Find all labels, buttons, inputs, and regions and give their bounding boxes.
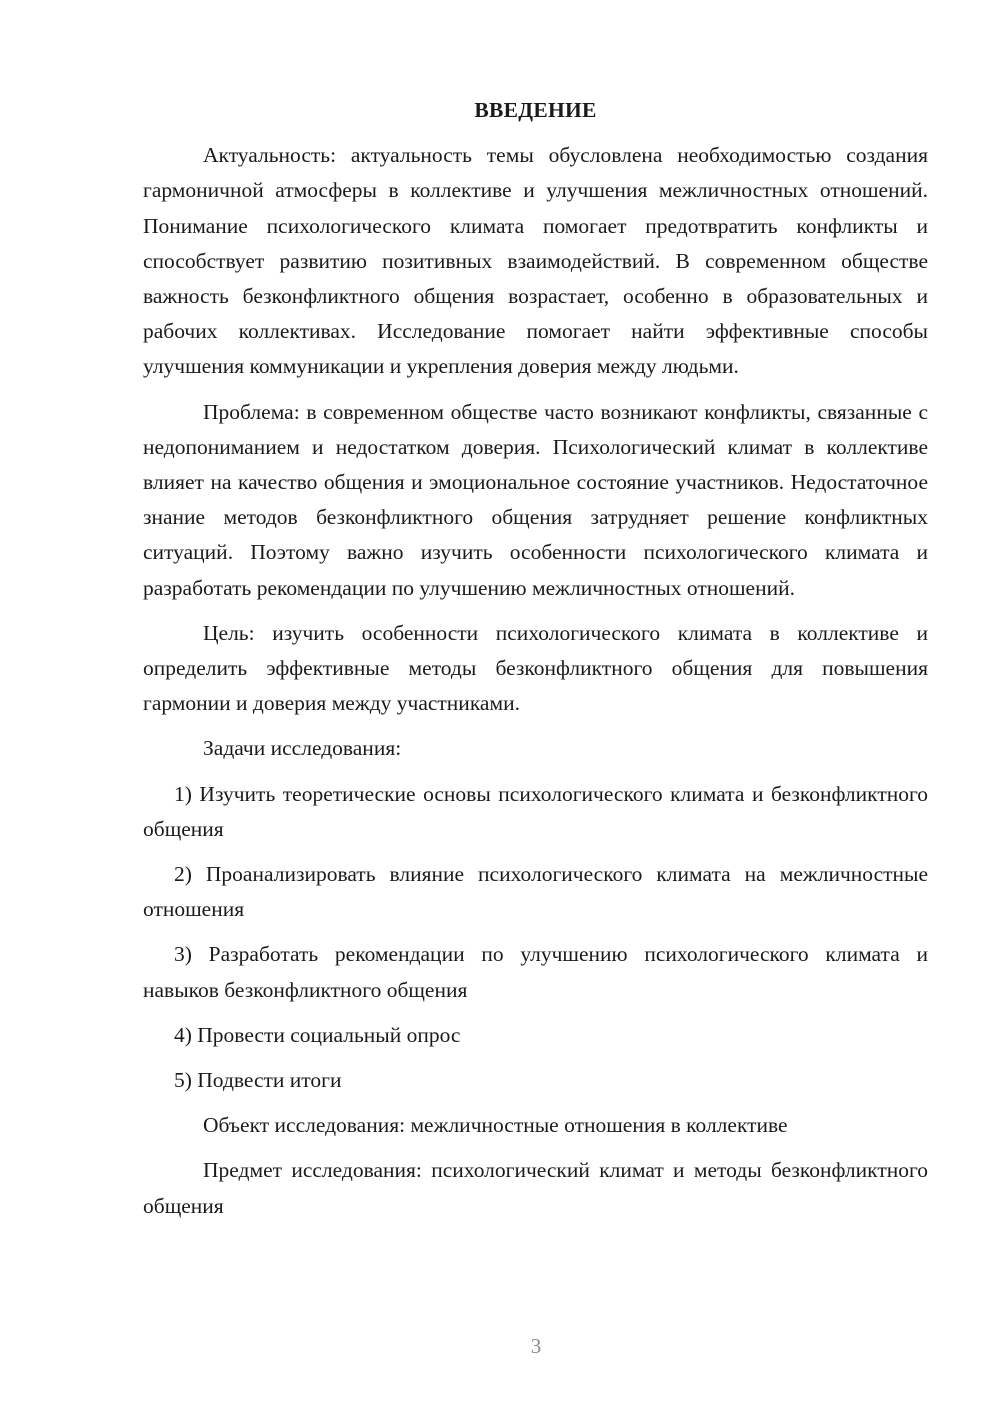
task-item-5: 5) Подвести итоги xyxy=(174,1068,342,1093)
task-item-3: 3) Разработать рекомендации по улучшению психологического климата и навыков безконфликтного общения xyxy=(143,942,928,1002)
task-item-1: 1) Изучить теоретические основы психологического климата и безконфликтного общения xyxy=(143,781,928,841)
goal-paragraph: Цель: изучить особенности психологического климата в коллективе и определить эффективные методы безконфликтного общения для повышения гармонии и доверия между участниками. xyxy=(143,620,928,716)
problem-paragraph: Проблема: в современном обществе часто возникают конфликты, связанные с недопониманием и недостатком доверия. Психологический климат в коллективе влияет на качество общения и эмоциональное состояние участников. Недостаточное знание методов безконфликтного общения затрудняет решение конфликтных ситуаций. Поэтому важно изучить особенности психологического климата и разработать рекомендации по улучшению межличностных отношений. xyxy=(143,399,928,600)
task-item-2: 2) Проанализировать влияние психологического климата на межличностные отношения xyxy=(143,862,928,922)
relevance-paragraph: Актуальность: актуальность темы обусловлена необходимостью создания гармоничной атмосферы в коллективе и улучшения межличностных отношений. Понимание психологического климата помогает предотвратить конфликты и способствует развитию позитивных взаимодействий. В современном обществе важность безконфликтного общения возрастает, особенно в образовательных и рабочих коллективах. Исследование помогает найти эффективные способы улучшения коммуникации и укрепления доверия между людьми. xyxy=(143,143,928,379)
page-content xyxy=(143,93,928,1234)
tasks-title: Задачи исследования: xyxy=(203,736,402,761)
subject-paragraph: Предмет исследования: психологический климат и методы безконфликтного общения xyxy=(143,1158,928,1218)
page-number: 3 xyxy=(530,1334,542,1358)
task-item-4: 4) Провести социальный опрос xyxy=(174,1022,461,1047)
object-paragraph: Объект исследования: межличностные отношения в коллективе xyxy=(203,1113,788,1138)
section-heading: ВВЕДЕНИЕ xyxy=(474,98,597,122)
